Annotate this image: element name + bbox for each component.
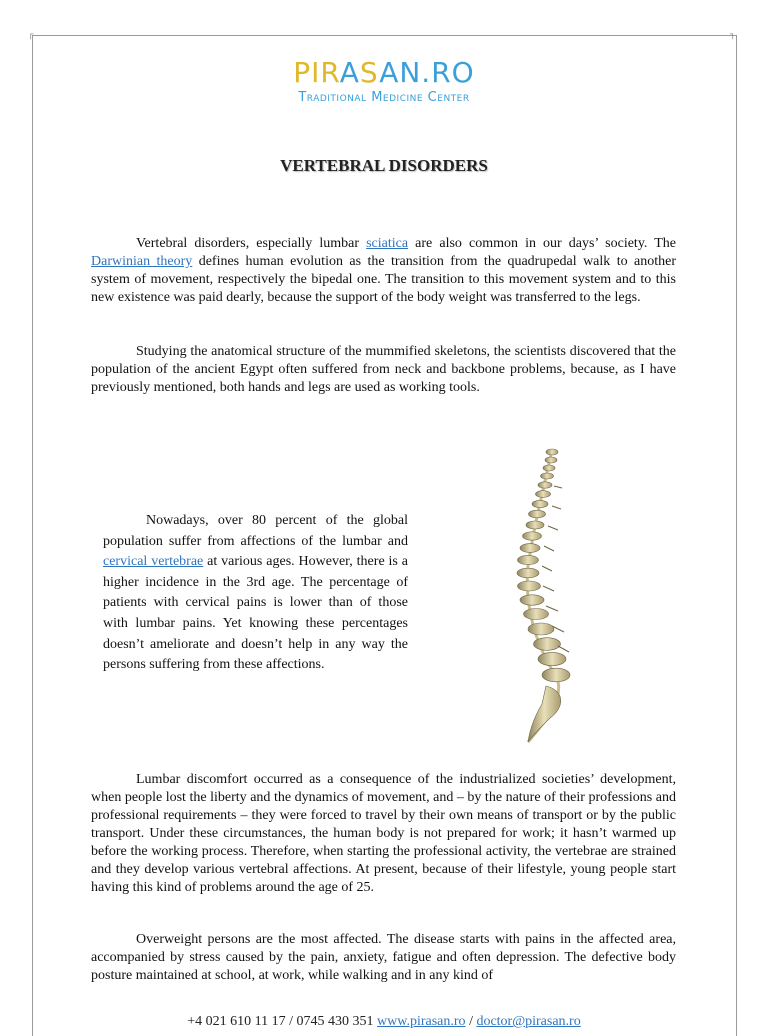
logo-text-3: S: [359, 56, 380, 89]
footer-email-link[interactable]: doctor@pirasan.ro: [476, 1014, 581, 1029]
paragraph-3: [103, 511, 408, 676]
p3-text-2: at various ages. However, there is a higher incidence in the 3rd age. The percentage of patients with cervical pains is lower than of those with lumbar pains. Yet knowing these percentages doesn’t ameliorate and doesn’t help in any way the persons suffering from these affections.: [103, 554, 408, 673]
logo-tagline: Traditional Medicine Center: [298, 90, 470, 105]
sciatica-link[interactable]: sciatica: [366, 236, 409, 251]
crop-mark-top-right: ┐: [730, 30, 736, 40]
p1-text-1: Vertebral disorders, especially lumbar: [136, 236, 367, 251]
p1-text-3: defines human evolution as the transition from the quadrupedal walk to another system of movement, respectively the bipedal one. The transition to this movement system and to this new existence was paid dearly, because the support of the body weight was transferred to the legs.: [91, 254, 676, 305]
footer-phone: +4 021 610 11 17 / 0745 430 351: [187, 1014, 374, 1029]
paragraph-2: Studying the anatomical structure of the mummified skeletons, the scientists discovered that the population of the ancient Egypt often suffered from neck and backbone problems, because, as I have previously mentioned, both hands and legs are used as working tools.: [91, 344, 676, 395]
paragraph-4: Lumbar discomfort occurred as a consequence of the industrialized societies’ development, when people lost the liberty and the dynamics of movement, and – by the nature of their professions and professional requirements – they were forced to travel by their own means of transport or by the public transport. Under these circumstances, the human body is not prepared for work; it hasn’t warmed up before the working process. Therefore, when starting the professional activity, the vertebrae are strained and they develop various vertebral affections. At present, because of their lifestyle, young people start having this kind of problems around the age of 25.: [91, 772, 676, 895]
logo-text-2: A: [339, 56, 360, 89]
cervical-vertebrae-link[interactable]: cervical vertebrae: [103, 554, 204, 570]
darwinian-theory-link[interactable]: Darwinian theory: [91, 254, 193, 269]
paragraph-1: [91, 235, 676, 307]
p1-text-2: are also common in our days’ society. The: [408, 236, 677, 251]
site-logo: [0, 56, 768, 89]
spine-illustration: [506, 446, 586, 746]
document-title: VERTEBRAL DISORDERS: [280, 156, 488, 175]
p3-text-1: Nowadays, over 80 percent of the global population suffer from affections of the lumbar and: [103, 513, 408, 549]
logo-text-1: PIR: [293, 56, 340, 89]
paragraph-5: Overweight persons are the most affected. The disease starts with pains in the affected area, accompanied by stress caused by the pain, anxiety, fatigue and often depression. The defective body posture maintained at school, at work, while walking and in any kind of: [91, 932, 676, 983]
footer-separator: /: [465, 1014, 477, 1029]
crop-mark-top-left: ┌: [28, 30, 34, 40]
logo-text-4: AN.RO: [379, 56, 475, 89]
footer-contact: [0, 1014, 768, 1030]
footer-website-link[interactable]: www.pirasan.ro: [377, 1014, 466, 1029]
